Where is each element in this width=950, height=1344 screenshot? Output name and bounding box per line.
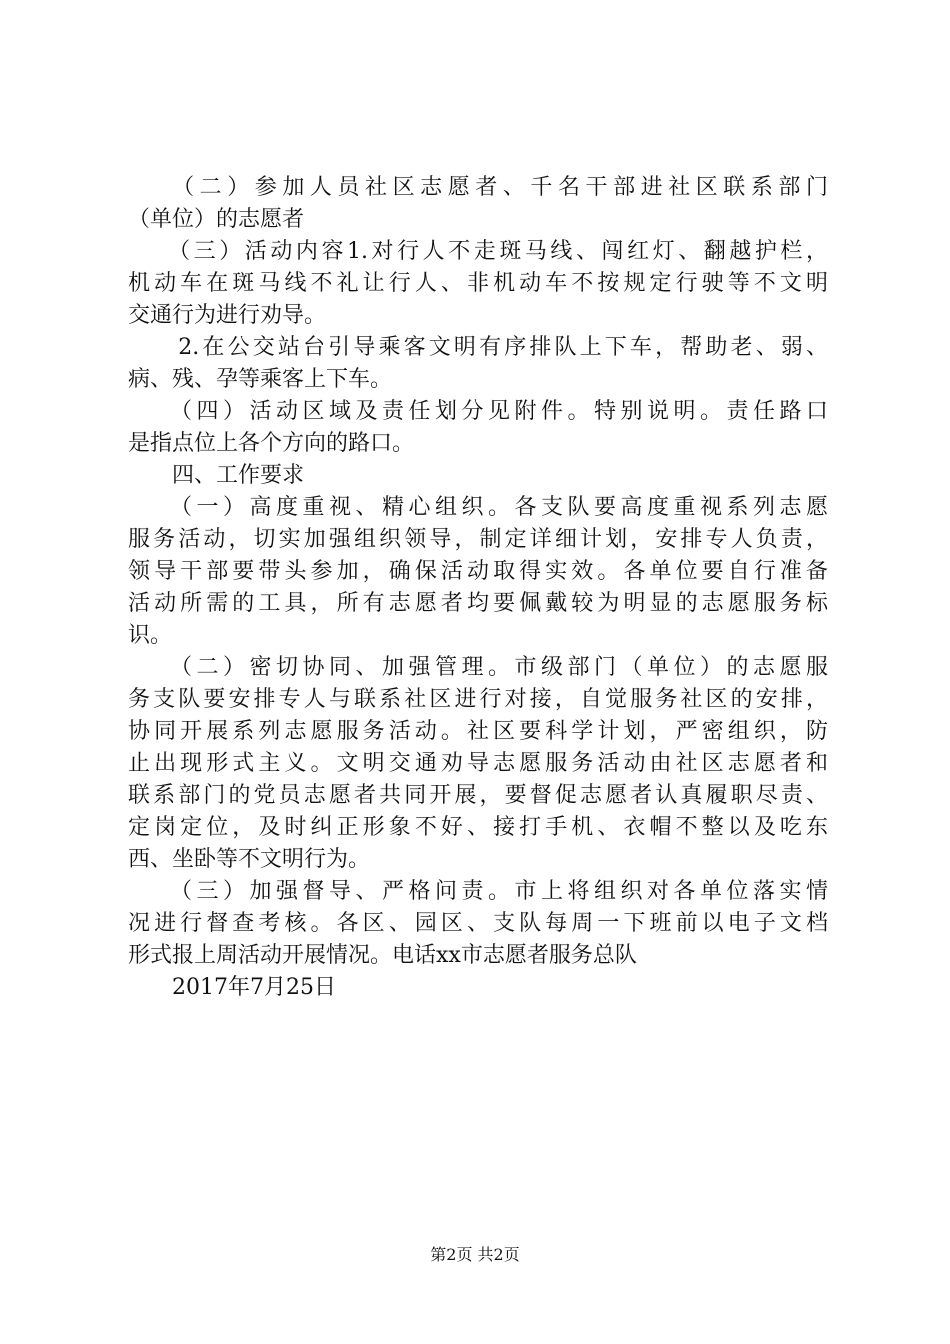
text-line: （四）活动区域及责任划分见附件。特别说明。责任路口 xyxy=(128,399,828,424)
text-line: 是指点位上各个方向的路口。 xyxy=(128,431,415,456)
text-line: 止出现形式主义。文明交通劝导志愿服务活动由社区志愿者和 xyxy=(128,751,828,776)
text-line: 病、残、孕等乘客上下车。 xyxy=(128,367,393,392)
text-line: （一）高度重视、精心组织。各支队要高度重视系列志愿 xyxy=(128,495,828,520)
text-line: 定岗定位，及时纠正形象不好、接打手机、衣帽不整以及吃东 xyxy=(128,815,828,840)
text-line: 服务活动，切实加强组织领导，制定详细计划，安排专人负责， xyxy=(128,527,828,552)
text-line: 形式报上周活动开展情况。电话xx市志愿者服务总队 xyxy=(128,943,637,968)
text-line: 交通行为进行劝导。 xyxy=(128,303,327,328)
text-line: （单位）的志愿者 xyxy=(128,207,305,232)
document-date: 2017年7月25日 xyxy=(128,975,336,1000)
text-line: 况进行督查考核。各区、园区、支队每周一下班前以电子文档 xyxy=(128,911,828,936)
text-line: （三）活动内容1.对行人不走斑马线、闯红灯、翻越护栏， xyxy=(128,239,828,264)
page-number: 第2页 共2页 xyxy=(430,1245,520,1264)
text-line: 务支队要安排专人与联系社区进行对接，自觉服务社区的安排， xyxy=(128,687,828,712)
text-line: 2.在公交站台引导乘客文明有序排队上下车，帮助老、弱、 xyxy=(128,335,828,360)
text-line: 西、坐卧等不文明行为。 xyxy=(128,847,371,872)
text-line: 机动车在斑马线不礼让行人、非机动车不按规定行驶等不文明 xyxy=(128,271,828,296)
section-heading: 四、工作要求 xyxy=(128,463,305,488)
text-line: 领导干部要带头参加，确保活动取得实效。各单位要自行准备 xyxy=(128,559,828,584)
text-line: 联系部门的党员志愿者共同开展，要督促志愿者认真履职尽责、 xyxy=(128,783,828,808)
text-line: （二）密切协同、加强管理。市级部门（单位）的志愿服 xyxy=(128,655,828,680)
text-line: （二）参加人员社区志愿者、千名干部进社区联系部门 xyxy=(128,175,828,200)
text-line: 活动所需的工具，所有志愿者均要佩戴较为明显的志愿服务标 xyxy=(128,591,828,616)
text-line: （三）加强督导、严格问责。市上将组织对各单位落实情 xyxy=(128,879,828,904)
text-line: 识。 xyxy=(128,623,173,648)
text-line: 协同开展系列志愿服务活动。社区要科学计划，严密组织，防 xyxy=(128,719,828,744)
